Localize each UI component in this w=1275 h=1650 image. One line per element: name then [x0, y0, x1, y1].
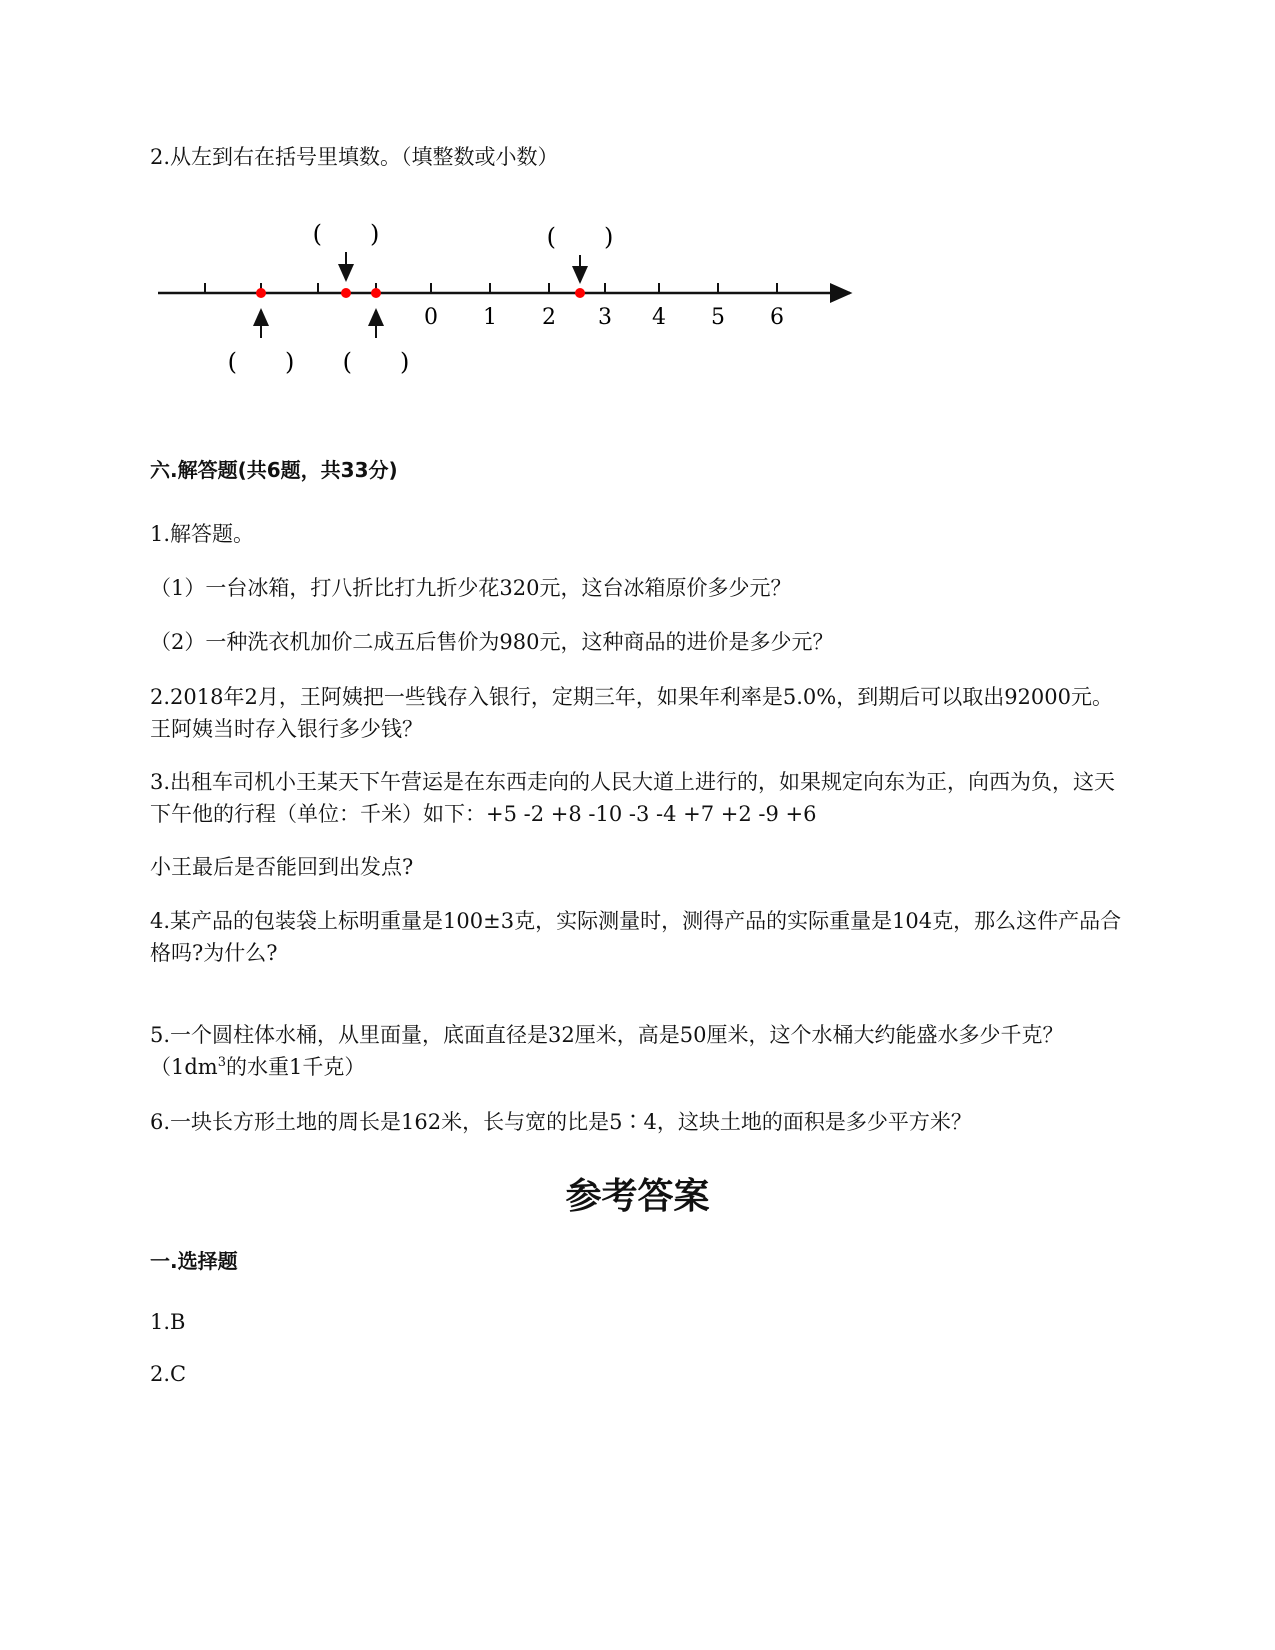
tick-label-0: 0 [424, 305, 438, 330]
q5-text [150, 1020, 1125, 1083]
q5-text-part1: 5.一个圆柱体水桶，从里面量，底面直径是32厘米，高是50厘米，这个水桶大约能盛水多少千克？（1dm [150, 1023, 1064, 1079]
q5-superscript: 3 [217, 1054, 226, 1070]
point-a [256, 288, 266, 298]
question-number-line-prompt: 2.从左到右在括号里填数。（填整数或小数） [150, 145, 559, 169]
number-line-tick-labels [424, 305, 784, 330]
section-6-heading: 六.解答题(共6题，共33分) [150, 458, 398, 482]
tick-label-6: 6 [770, 305, 784, 330]
answers-section-1-heading: 一.选择题 [150, 1249, 238, 1273]
q1-intro: 1.解答题。 [150, 522, 255, 546]
blank-bottom-left: ( ) [227, 348, 295, 376]
q3-text: 3.出租车司机小王某天下午营运是在东西走向的人民大道上进行的，如果规定向东为正，向西为负，这天下午他的行程（单位：千米）如下：+5 -2 +8 -10 -3 -4 +7 +2 -9 +6 [150, 770, 1116, 826]
blank-top-right: ( ) [546, 223, 614, 251]
number-line-ticks [205, 283, 777, 293]
q5-text-part2: 的水重1千克） [226, 1054, 366, 1079]
answer-2: 2.C [150, 1362, 187, 1386]
point-b [341, 288, 351, 298]
tick-label-2: 2 [542, 305, 556, 330]
point-c [371, 288, 381, 298]
answer-1: 1.B [150, 1310, 186, 1334]
blank-top-left: ( ) [312, 220, 380, 248]
q3-question: 小王最后是否能回到出发点? [150, 855, 414, 879]
answers-title: 参考答案 [565, 1176, 710, 1217]
q4-text: 4.某产品的包装袋上标明重量是100±3克，实际测量时，测得产品的实际重量是104克，那么这件产品合格吗?为什么? [150, 909, 1122, 965]
q1-sub1: （1）一台冰箱，打八折比打九折少花320元，这台冰箱原价多少元？ [150, 576, 792, 600]
point-d [575, 288, 585, 298]
number-line-svg [150, 220, 870, 390]
q2-text: 2.2018年2月，王阿姨把一些钱存入银行，定期三年，如果年利率是5.0%，到期后可以取出92000元。王阿姨当时存入银行多少钱？ [150, 685, 1113, 741]
tick-label-4: 4 [652, 305, 666, 330]
tick-label-1: 1 [483, 305, 497, 330]
blank-bottom-right: ( ) [342, 348, 410, 376]
tick-label-3: 3 [598, 305, 612, 330]
number-line-figure [150, 220, 870, 394]
q1-sub2: （2）一种洗衣机加价二成五后售价为980元，这种商品的进价是多少元？ [150, 630, 834, 654]
q6-text: 6.一块长方形土地的周长是162米，长与宽的比是5∶4，这块土地的面积是多少平方米？ [150, 1110, 972, 1134]
pointer-arrows [261, 252, 580, 338]
answer-blanks [228, 220, 614, 376]
tick-label-5: 5 [711, 305, 725, 330]
